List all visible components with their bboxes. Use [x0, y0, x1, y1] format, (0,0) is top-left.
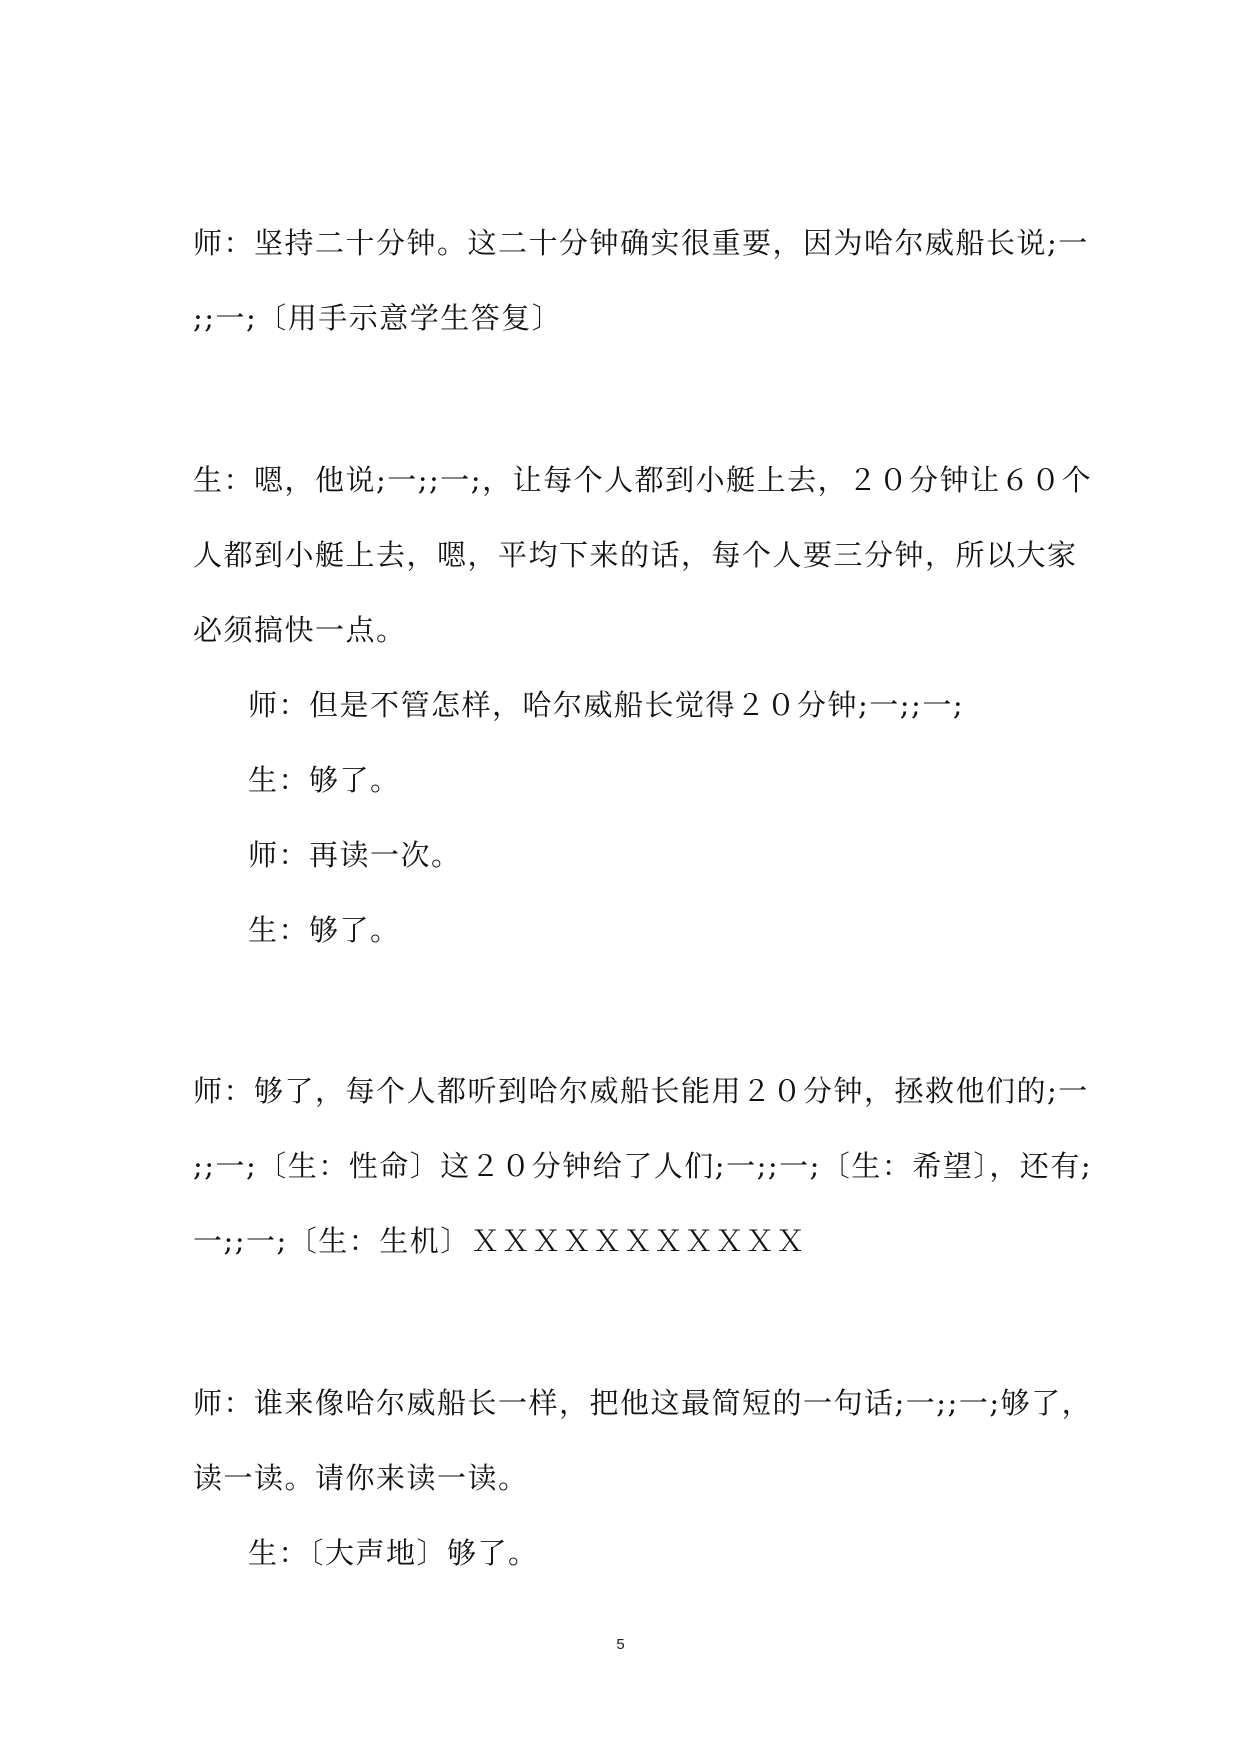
text-line: 生：够了。 — [248, 763, 401, 797]
text-line: 师：坚持二十分钟。这二十分钟确实很重要，因为哈尔威船长说;一 — [193, 226, 1089, 260]
page-number: 5 — [616, 1636, 625, 1653]
text-line: 师：再读一次。 — [248, 838, 462, 872]
text-line: 生：〔大声地〕够了。 — [248, 1536, 539, 1570]
text-line: 人都到小艇上去，嗯，平均下来的话，每个人要三分钟，所以大家 — [193, 538, 1078, 572]
text-line: ;;一;〔用手示意学生答复〕 — [193, 301, 563, 335]
text-line: 读一读。请你来读一读。 — [193, 1461, 529, 1495]
text-line: 必须搞快一点。 — [193, 613, 407, 647]
text-line: 师：谁来像哈尔威船长一样，把他这最简短的一句话;一;;一;够了， — [193, 1386, 1093, 1420]
text-line: 师：够了，每个人都听到哈尔威船长能用２０分钟，拯救他们的;一 — [193, 1074, 1089, 1108]
text-line: 生：够了。 — [248, 913, 401, 947]
text-line: 一;;一;〔生：生机〕ＸＸＸＸＸＸＸＸＸＸＸ — [193, 1224, 807, 1258]
text-line: ;;一;〔生：性命〕这２０分钟给了人们;一;;一;〔生：希望〕，还有; — [193, 1149, 1093, 1183]
text-line: 生：嗯，他说;一;;一;，让每个人都到小艇上去，２０分钟让６０个 — [193, 463, 1093, 497]
text-line: 师：但是不管怎样，哈尔威船长觉得２０分钟;一;;一; — [248, 688, 965, 722]
